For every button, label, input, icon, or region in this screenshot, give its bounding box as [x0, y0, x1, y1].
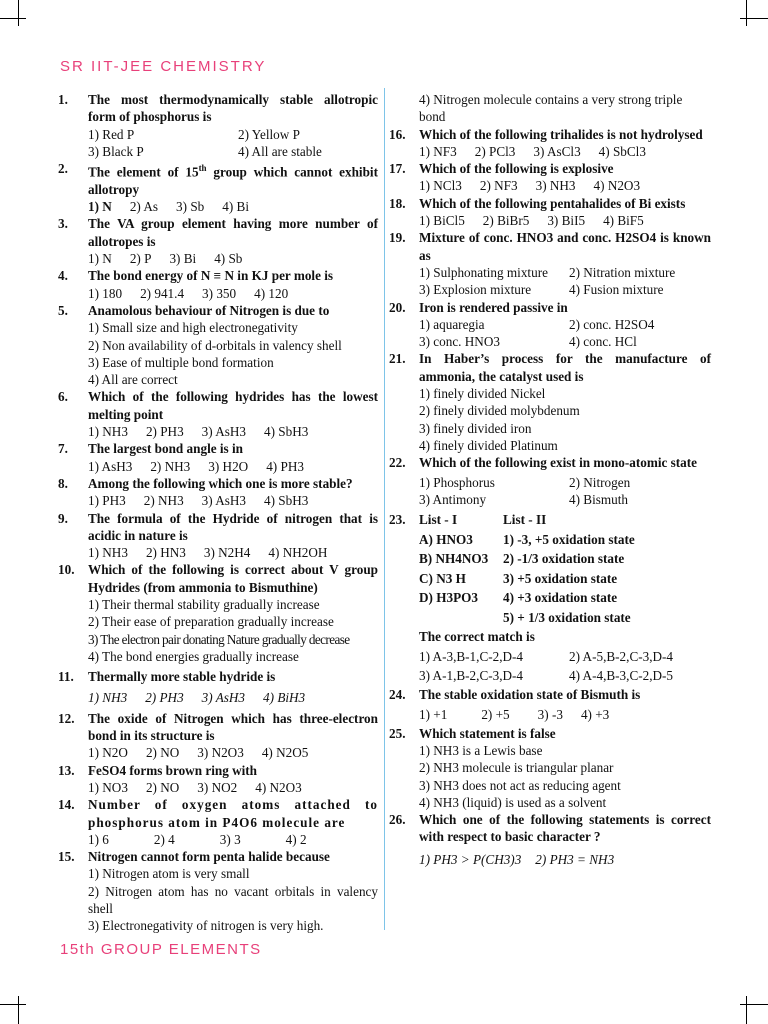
- match-row: A) HNO3 1) -3, +5 oxidation state: [419, 531, 635, 547]
- question-19: 19. Mixture of conc. HNO3 and conc. H2SO4 is known as: [389, 230, 711, 263]
- options: 3) Black P 4) All are stable: [88, 143, 322, 159]
- options: 1) NCl3 2) NF3 3) NH3 4) N2O3: [419, 178, 641, 194]
- question-16: 16. Which of the following trihalides is not hydrolysed: [389, 126, 703, 142]
- options: 1) NH3 2) HN3 3) N2H4 4) NH2OH: [88, 545, 328, 561]
- crop-mark: [740, 1004, 768, 1005]
- options: 1) N 2) As 3) Sb 4) Bi: [88, 199, 249, 215]
- options: 1) aquaregia 2) conc. H2SO4: [419, 316, 655, 332]
- options: 3) Explosion mixture 4) Fusion mixture: [419, 282, 664, 298]
- crop-mark: [0, 18, 26, 19]
- correct-match-label: The correct match is: [419, 629, 535, 645]
- question-26: 26. Which one of the following statements is correct with respect to basic character ?: [389, 812, 711, 845]
- option: 3) The electron pair donating Nature gradually decrease: [88, 631, 350, 647]
- option: 3) Ease of multiple bond formation: [88, 354, 274, 370]
- question-15: 15. Nitrogen cannot form penta halide because: [58, 849, 330, 865]
- option: 4) finely divided Platinum: [419, 437, 558, 453]
- right-column: [389, 91, 711, 868]
- option: 1) Their thermal stability gradually increase: [88, 597, 320, 612]
- options: 1) Sulphonating mixture 2) Nitration mixture: [419, 264, 676, 280]
- options: 1) +1 2) +5 3) -3 4) +3: [419, 706, 610, 722]
- options: 1) A-3,B-1,C-2,D-4 2) A-5,B-2,C-3,D-4: [419, 648, 674, 664]
- question-4: 4. The bond energy of N ≡ N in KJ per mole is: [58, 268, 334, 284]
- crop-mark: [746, 996, 747, 1024]
- options: 1) AsH3 2) NH3 3) H2O 4) PH3: [88, 458, 304, 474]
- option: 4) Nitrogen molecule contains a very strong triple bond: [419, 92, 683, 125]
- option: 3) NH3 does not act as reducing agent: [419, 777, 621, 793]
- option: 1) NH3 is a Lewis base: [419, 742, 543, 758]
- question-18: 18. Which of the following pentahalides of Bi exists: [389, 195, 686, 211]
- question-21: 21. In Haber’s process for the manufacture of ammonia, the catalyst used is: [389, 351, 711, 384]
- question-3: 3. The VA group element having more number of allotropes is: [58, 216, 378, 249]
- left-column: [58, 91, 378, 935]
- question-10: 10. Which of the following is correct about V group Hydrides (from ammonia to Bismuthine): [58, 562, 378, 595]
- match-row: C) N3 H 3) +5 oxidation state: [419, 570, 618, 586]
- options: 1) PH3 2) NH3 3) AsH3 4) SbH3: [88, 493, 309, 509]
- question-12: 12. The oxide of Nitrogen which has three-electron bond in its structure is: [58, 710, 378, 744]
- options: 3) A-1,B-2,C-3,D-4 4) A-4,B-3,C-2,D-5: [419, 667, 674, 683]
- question-25: 25. Which statement is false: [389, 725, 556, 741]
- question-23: 23. List - I List - II: [389, 512, 547, 528]
- question-7: 7. The largest bond angle is in: [58, 441, 243, 457]
- option: 1) finely divided Nickel: [419, 386, 546, 402]
- question-14: 14. Number of oxygen atoms attached to phosphorus atom in P4O6 molecule are: [58, 797, 378, 830]
- page-header: SR IIT-JEE CHEMISTRY: [60, 58, 267, 75]
- options: 1) 6 2) 4 3) 3 4) 2: [88, 831, 307, 847]
- options: 1) N2O 2) NO 3) N2O3 4) N2O5: [88, 745, 309, 761]
- option: 2) Their ease of preparation gradually increase: [88, 614, 334, 630]
- question-22: 22. Which of the following exist in mono-atomic state: [389, 455, 698, 471]
- crop-mark: [746, 0, 747, 26]
- crop-mark: [18, 0, 19, 26]
- question-17: 17. Which of the following is explosive: [389, 161, 614, 177]
- crop-mark: [0, 1004, 26, 1005]
- question-5: 5. Anamolous behaviour of Nitrogen is due to: [58, 302, 330, 318]
- option: 2) NH3 molecule is triangular planar: [419, 760, 614, 776]
- option: 4) The bond energies gradually increase: [88, 648, 299, 664]
- options: 1) Phosphorus 2) Nitrogen: [419, 474, 631, 490]
- options: 1) N 2) P 3) Bi 4) Sb: [88, 251, 243, 267]
- options: 3) Antimony 4) Bismuth: [419, 491, 628, 507]
- match-row: 5) + 1/3 oxidation state: [503, 609, 631, 625]
- options: 1) NF3 2) PCl3 3) AsCl3 4) SbCl3: [419, 143, 646, 159]
- question-24: 24. The stable oxidation state of Bismuth is: [389, 686, 641, 702]
- option: 3) finely divided iron: [419, 420, 532, 436]
- crop-mark: [740, 18, 768, 19]
- options: 1) PH3 > P(CH3)3 2) PH3 = NH3: [419, 851, 615, 867]
- options: 1) BiCl5 2) BiBr5 3) BiI5 4) BiF5: [419, 213, 644, 229]
- question-20: 20. Iron is rendered passive in: [389, 299, 568, 315]
- question-1: 1. The most thermodynamically stable allotropic form of phosphorus is: [58, 92, 378, 125]
- options: 1) NO3 2) NO 3) NO2 4) N2O3: [88, 779, 302, 795]
- question-6: 6. Which of the following hydrides has the lowest melting point: [58, 389, 378, 422]
- match-row: D) H3PO3 4) +3 oxidation state: [419, 590, 618, 606]
- option: 3) Electronegativity of nitrogen is very high.: [88, 918, 324, 934]
- option: 4) All are correct: [88, 372, 178, 388]
- options: 1) Red P 2) Yellow P: [88, 126, 300, 142]
- question-8: 8. Among the following which one is more stable?: [58, 475, 353, 491]
- question-11: 11. Thermally more stable hydride is: [58, 669, 276, 685]
- match-row: B) NH4NO3 2) -1/3 oxidation state: [419, 551, 625, 567]
- option: 1) Nitrogen atom is very small: [88, 866, 250, 882]
- option: 2) finely divided molybdenum: [419, 403, 580, 419]
- options: 1) NH3 2) PH3 3) AsH3 4) BiH3: [88, 690, 306, 706]
- options: 1) 180 2) 941.4 3) 350 4) 120: [88, 285, 289, 301]
- question-9: 9. The formula of the Hydride of nitrogen that is acidic in nature is: [58, 510, 378, 543]
- option: 1) Small size and high electronegativity: [88, 320, 298, 336]
- option: 2) Nitrogen atom has no vacant orbitals in valency shell: [88, 883, 378, 917]
- options: 3) conc. HNO3 4) conc. HCl: [419, 334, 637, 350]
- options: 1) NH3 2) PH3 3) AsH3 4) SbH3: [88, 424, 309, 440]
- question-13: 13. FeSO4 forms brown ring with: [58, 762, 257, 778]
- crop-mark: [18, 996, 19, 1024]
- question-2: 2. The element of 15th group which cannot exhibit allotropy: [58, 161, 378, 197]
- option: 2) Non availability of d-orbitals in valency shell: [88, 337, 342, 353]
- page-footer: 15th GROUP ELEMENTS: [60, 941, 262, 958]
- option: 4) NH3 (liquid) is used as a solvent: [419, 794, 607, 810]
- column-divider: [384, 88, 385, 930]
